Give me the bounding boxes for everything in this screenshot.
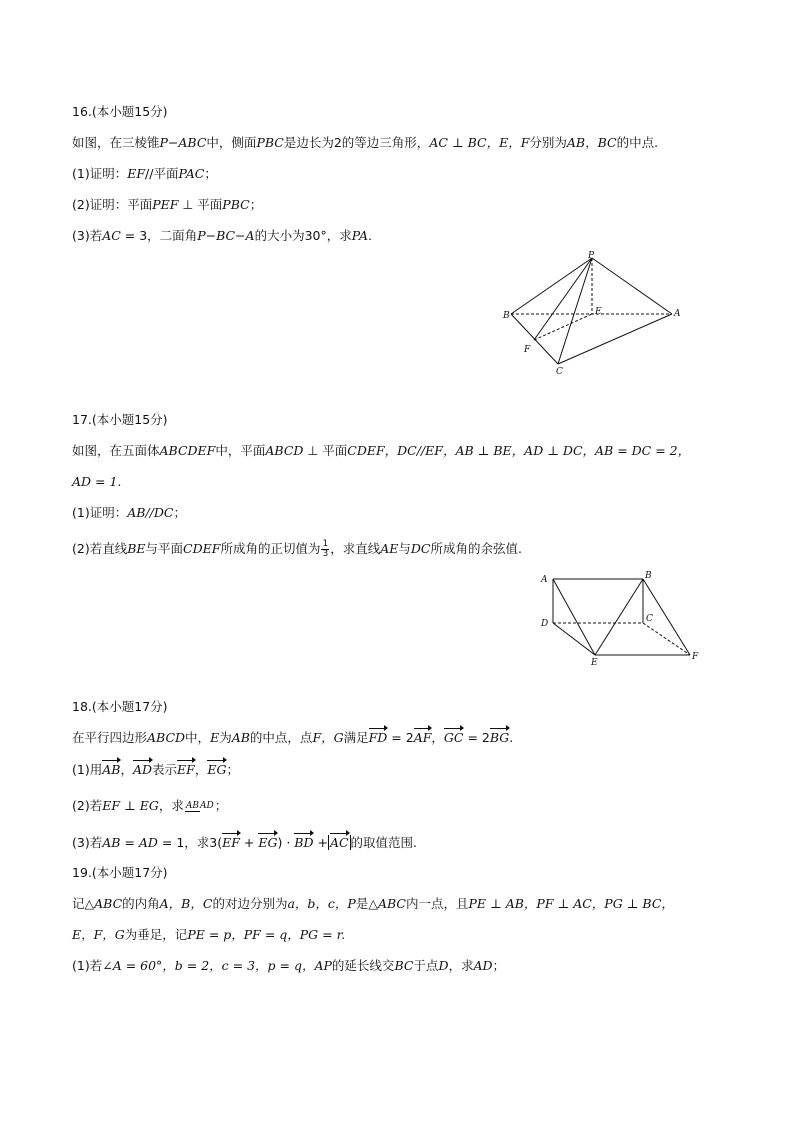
- q17-part2: (2)若直线BE与平面CDEF所成角的正切值为 $\frac{1}{3}$ ，求直线AE与DC所成角的余弦值.: [72, 539, 522, 559]
- label-E: E: [595, 307, 602, 317]
- q17-stem-line2: AD = 1.: [72, 474, 122, 489]
- q16-part3: (3)若AC = 3，二面角P−BC−A的大小为30°，求PA.: [72, 228, 372, 243]
- fraction-one-third: $\frac{1}{3}$: [322, 539, 329, 559]
- q18-part3: (3)若AB = AD = 1，求3(EF + EG) · BD + AC 的取值范围.: [72, 835, 418, 850]
- label-P: P: [588, 251, 595, 261]
- label-F: F: [524, 345, 531, 355]
- label-A: A: [674, 309, 681, 319]
- q18-part2: (2)若EF ⊥ EG，求 ABAD；: [72, 798, 228, 813]
- fraction-ab-over-ad: ABAD: [185, 801, 214, 811]
- label-A: A: [541, 575, 548, 585]
- label-B: B: [503, 311, 510, 321]
- q19-stem-line1: 记△ABC的内角A，B，C的对边分别为a，b，c，P是△ABC内一点，且PE ⊥ AB，PF ⊥ AC，PG ⊥ BC，: [72, 896, 674, 911]
- q17-stem-line1: 如图，在五面体ABCDEF中，平面ABCD ⊥ 平面CDEF，DC//EF，AB ⊥ BE，AD ⊥ DC，AB = DC = 2，: [72, 443, 691, 458]
- q17-pentahedron-figure: [535, 568, 705, 668]
- label-D: D: [541, 619, 549, 629]
- q19-part1: (1)若∠A = 60°，b = 2，c = 3，p = q，AP的延长线交BC于点D，求AD；: [72, 958, 506, 973]
- q17-part1: (1)证明：AB//DC；: [72, 505, 186, 520]
- q17-header: 17.(本小题15分): [72, 412, 168, 427]
- label-E: E: [591, 658, 598, 668]
- q19-header: 19.(本小题17分): [72, 865, 168, 880]
- q18-stem: 在平行四边形ABCD中，E为AB的中点，点F，G满足FD = 2AF，GC = 2BG.: [72, 730, 514, 745]
- q18-header: 18.(本小题17分): [72, 699, 168, 714]
- label-C: C: [556, 367, 563, 377]
- q16-part1: (1)证明：EF//平面PAC；: [72, 166, 217, 181]
- q19-stem-line2: E，F，G为垂足，记PE = p，PF = q，PG = r.: [72, 927, 346, 942]
- q16-part2: (2)证明：平面PEF ⊥ 平面PBC；: [72, 197, 263, 212]
- q16-header: 16.(本小题15分): [72, 104, 168, 119]
- label-F: F: [692, 652, 699, 662]
- label-B: B: [645, 571, 652, 581]
- q16-stem: 如图，在三棱锥P−ABC中，侧面PBC是边长为2的等边三角形，AC ⊥ BC，E，F分别为AB，BC的中点.: [72, 135, 659, 150]
- q16-tetrahedron-figure: [500, 248, 690, 378]
- label-C: C: [646, 614, 653, 624]
- q18-part1: (1)用AB，AD表示EF，EG；: [72, 762, 239, 777]
